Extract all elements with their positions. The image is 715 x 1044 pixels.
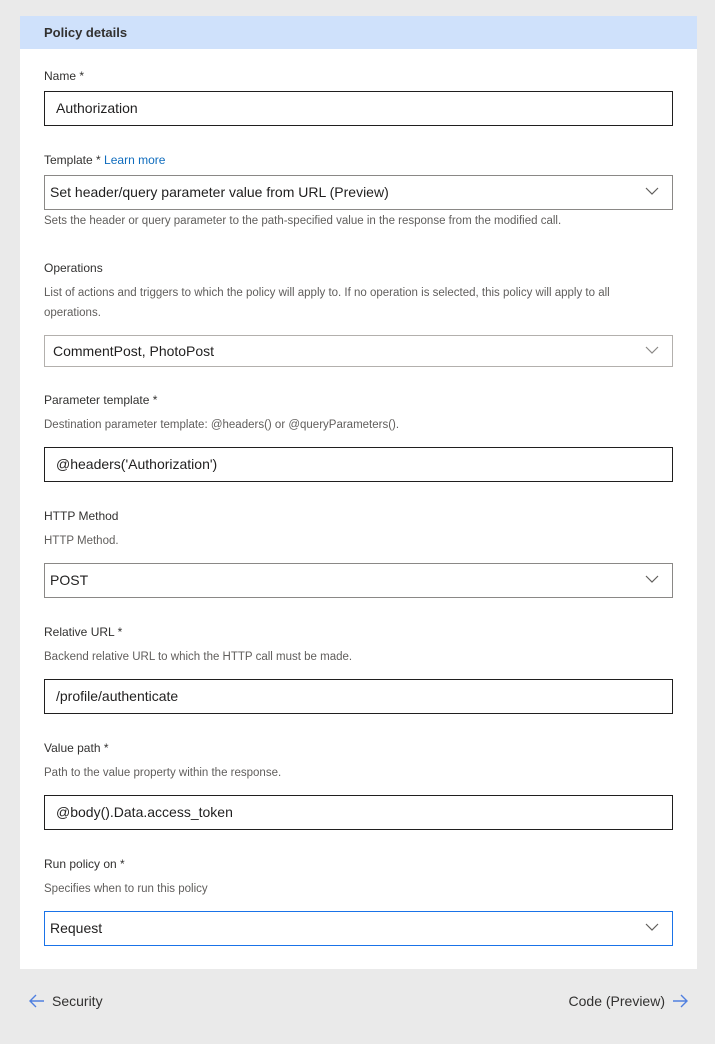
back-security-button[interactable]	[28, 992, 103, 1010]
value-path-description: Path to the value property within the response.	[44, 767, 282, 779]
section-title: Policy details	[20, 16, 697, 49]
parameter-template-label: Parameter template *	[44, 393, 158, 407]
arrow-right-icon	[671, 992, 689, 1010]
template-label	[44, 153, 165, 167]
template-label-text: Template *	[44, 153, 101, 167]
run-policy-on-description: Specifies when to run this policy	[44, 883, 208, 895]
run-policy-on-value: Request	[50, 920, 103, 936]
back-label: Security	[52, 993, 103, 1009]
operations-select[interactable]	[44, 335, 673, 367]
run-policy-on-select[interactable]	[44, 911, 673, 946]
http-method-select[interactable]	[44, 563, 673, 598]
operations-value: CommentPost, PhotoPost	[53, 343, 215, 359]
template-select[interactable]	[44, 175, 673, 210]
parameter-template-input[interactable]: @headers('Authorization')	[44, 447, 673, 482]
relative-url-description: Backend relative URL to which the HTTP call must be made.	[44, 651, 353, 663]
chevron-down-icon	[644, 342, 660, 358]
http-method-description: HTTP Method.	[44, 535, 119, 547]
name-label: Name *	[44, 69, 85, 83]
learn-more-link[interactable]: Learn more	[104, 153, 166, 167]
template-description: Sets the header or query parameter to the path-specified value in the response from the modified call.	[44, 215, 562, 227]
chevron-down-icon	[644, 571, 660, 587]
relative-url-input[interactable]: /profile/authenticate	[44, 679, 673, 714]
policy-details-card	[20, 16, 697, 969]
name-input[interactable]: Authorization	[44, 91, 673, 126]
template-value: Set header/query parameter value from URL (Preview)	[50, 184, 389, 200]
run-policy-on-label: Run policy on *	[44, 857, 125, 871]
arrow-left-icon	[28, 992, 46, 1010]
parameter-template-description: Destination parameter template: @headers() or @queryParameters().	[44, 419, 400, 431]
operations-label: Operations	[44, 261, 103, 275]
chevron-down-icon	[644, 183, 660, 199]
http-method-value: POST	[50, 572, 89, 588]
value-path-label: Value path *	[44, 741, 109, 755]
operations-description: List of actions and triggers to which the policy will apply to. If no operation is selected, this policy will apply to all operations.	[44, 287, 610, 319]
http-method-label: HTTP Method	[44, 509, 119, 523]
value-path-input[interactable]: @body().Data.access_token	[44, 795, 673, 830]
next-code-preview-button[interactable]	[569, 992, 689, 1010]
next-label: Code (Preview)	[568, 993, 665, 1009]
relative-url-label: Relative URL *	[44, 625, 123, 639]
chevron-down-icon	[644, 919, 660, 935]
